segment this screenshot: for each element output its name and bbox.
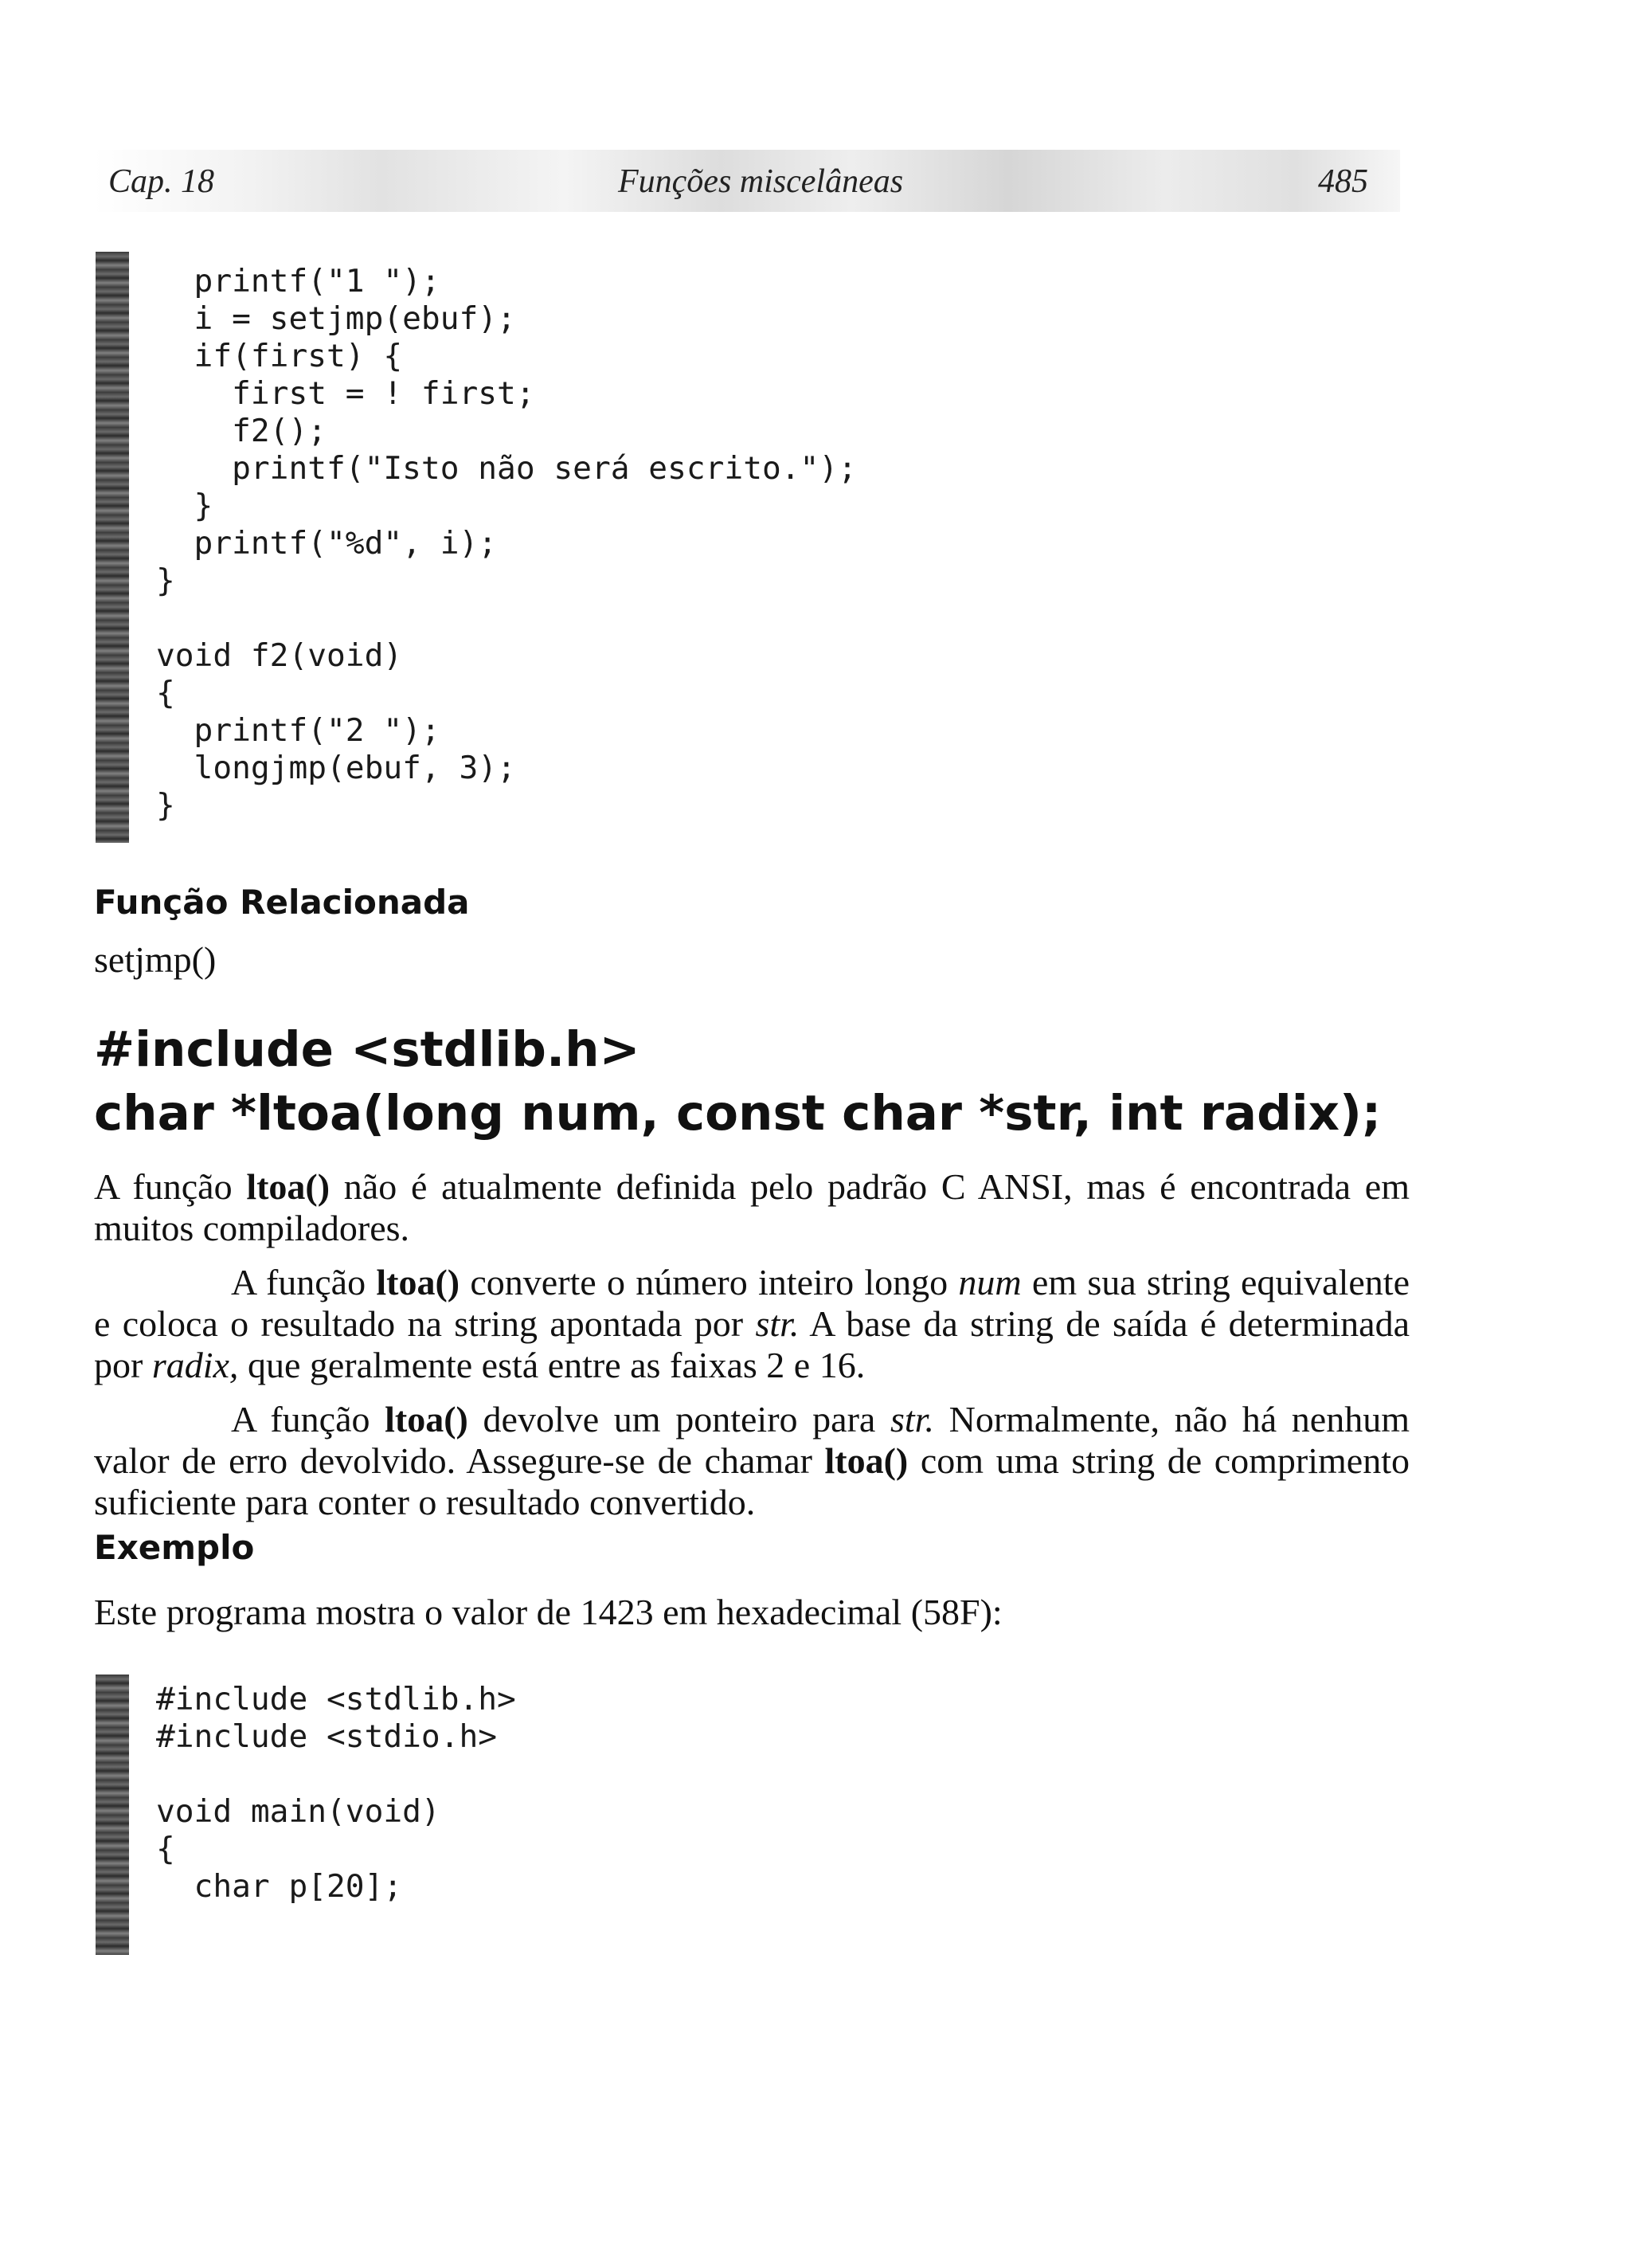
include-line: #include <stdlib.h> [94,1021,640,1078]
page-number: 485 [1318,163,1368,200]
paragraph-2: A função ltoa() converte o número inteiro longo num em sua string equivalente e coloca o resultado na string apontada por str. A base da string de saída é determinada por radix, que geralmente está entre as faixas 2 e 16. [94,1262,1410,1385]
code-margin-bar [96,1675,129,1955]
code-block-top: printf("1 "); i = setjmp(ebuf); if(first) { first = ! first; f2(); printf("Isto não será escrito."); } printf("%d", i); } void f2(void) { printf("2 "); longjmp(ebuf, 3); } [156,263,857,824]
section-title: Funções miscelâneas [618,163,904,200]
example-heading: Exemplo [94,1528,255,1567]
example-intro: Este programa mostra o valor de 1423 em hexadecimal (58F): [94,1592,1003,1632]
chapter-label: Cap. 18 [108,163,215,200]
related-heading: Função Relacionada [94,883,470,922]
related-function: setjmp() [94,939,217,980]
code-margin-bar [96,252,129,843]
paragraph-3: A função ltoa() devolve um ponteiro para str. Normalmente, não há nenhum valor de erro devolvido. Assegure-se de chamar ltoa() com uma string de comprimento suficiente para conter o resultado convertido. [94,1399,1410,1522]
code-block-example: #include <stdlib.h> #include <stdio.h> void main(void) { char p[20]; [156,1681,516,1905]
paragraph-1: A função ltoa() não é atualmente definida pelo padrão C ANSI, mas é encontrada em muitos compiladores. [94,1166,1410,1248]
function-signature: char *ltoa(long num, const char *str, int radix); [94,1085,1382,1142]
page-header [94,150,1400,212]
